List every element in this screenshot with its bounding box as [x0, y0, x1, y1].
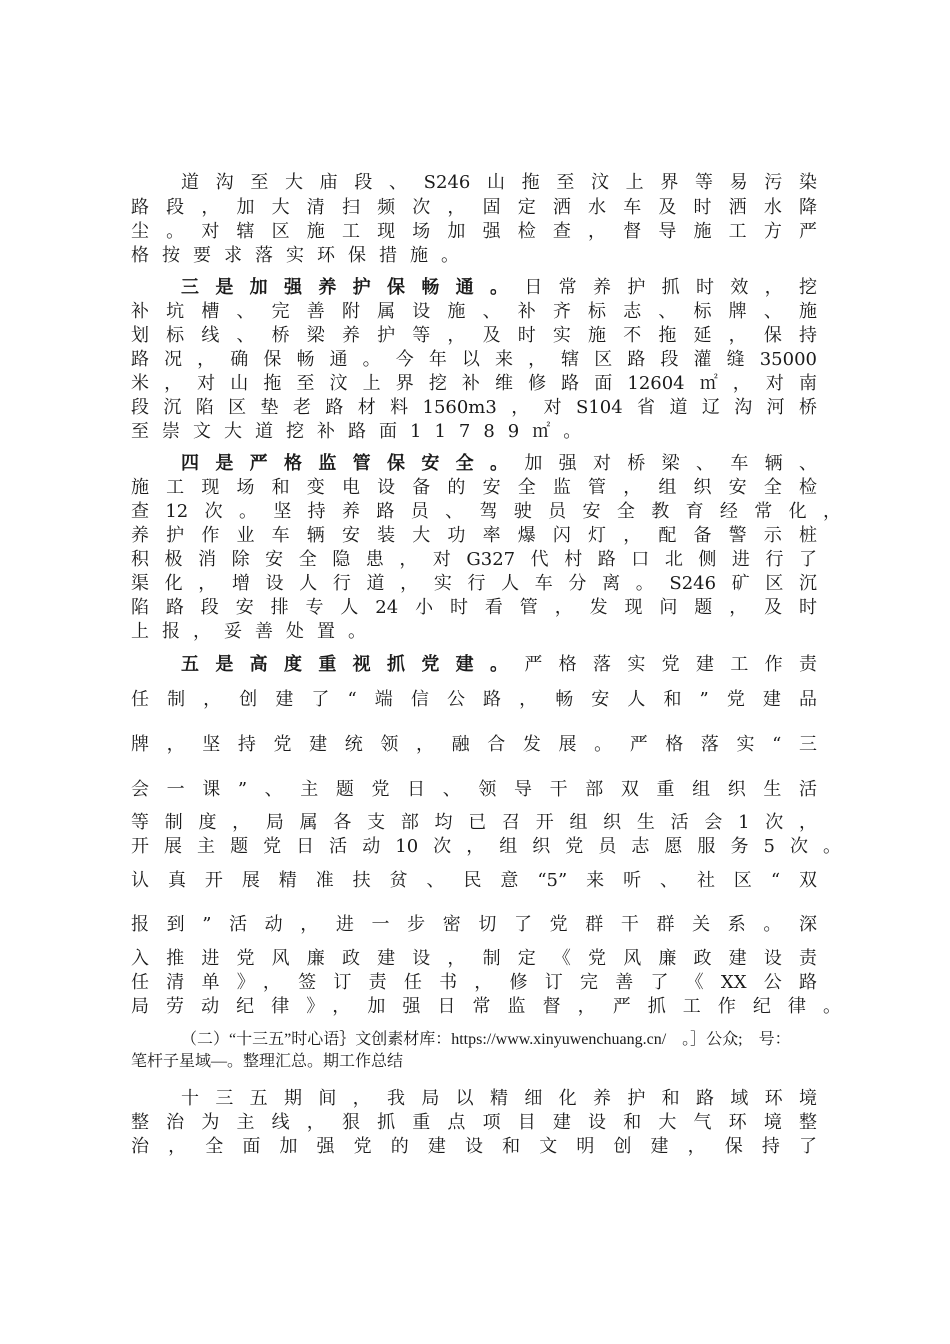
- text-line: 路段，加大清扫频次，固定洒水车及时洒水降: [131, 197, 817, 218]
- paragraph-heading: 三是加强养护保畅通。: [181, 277, 525, 298]
- text-line: 划标线、桥梁养护等，及时实施不拖延，保持: [131, 325, 817, 346]
- text-line: 格按要求落实环保措施。: [131, 245, 472, 266]
- text-line: 上报，妥善处置。: [131, 621, 379, 642]
- text-run: 严格落实党建工作责: [524, 654, 818, 675]
- paragraph-first-line: [181, 452, 817, 476]
- text-line: 查12次。坚持养路员、驾驶员安全教育经常化，: [131, 501, 841, 522]
- text-line: 入推进党风廉政建设，制定《党风廉政建设责: [131, 948, 817, 969]
- text-line: 治，全面加强党的建设和文明创建，保持了: [131, 1136, 817, 1157]
- text-line: 任清单》，签订责任书，修订完善了《XX公路: [131, 972, 817, 993]
- text-line: 积极消除安全隐患，对G327代村路口北侧进行了: [131, 549, 817, 570]
- text-line: 报到”活动，进一步密切了党群干群关系。深: [131, 914, 817, 935]
- text-line: 渠化，增设人行道，实行人车分离。S246矿区沉: [131, 573, 817, 594]
- paragraph-heading: 四是严格监管保安全。: [181, 453, 525, 474]
- text-line: 会一课”、主题党日、领导干部双重组织生活: [131, 779, 817, 800]
- paragraph-first-line: [181, 653, 817, 677]
- text-line: 局劳动纪律》，加强日常监督，严抓工作纪律。: [131, 996, 841, 1017]
- text-line: 尘。对辖区施工现场加强检查，督导施工方严: [131, 221, 817, 242]
- text-line: 养护作业车辆安装大功率爆闪灯，配备警示桩: [131, 525, 817, 546]
- text-line: 任制，创建了“端信公路，畅安人和”党建品: [131, 689, 817, 710]
- text-line: 开展主题党日活动10次，组织党员志愿服务5次。: [131, 836, 841, 857]
- section-heading-continued: 笔杆子星域—。整理汇总。期工作总结: [131, 1053, 404, 1070]
- text-line: 整治为主线，狠抓重点项目建设和大气环境整: [131, 1112, 817, 1133]
- text-line: 至崇文大道挖补路面11789㎡。: [131, 421, 595, 442]
- text-line: 米，对山拖至汶上界挖补维修路面12604㎡，对南: [131, 373, 817, 394]
- text-run: 加强对桥梁、车辆、: [524, 453, 818, 474]
- text-line: 补坑槽、完善附属设施、补齐标志、标牌、施: [131, 301, 817, 322]
- paragraph-first-line: [181, 276, 817, 300]
- text-line: 施工现场和变电设备的安全监管，组织安全检: [131, 477, 817, 498]
- text-line: 段沉陷区垫老路材料1560m3，对S104省道辽沟河桥: [131, 397, 817, 418]
- text-line: 牌，坚持党建统领，融合发展。严格落实“三: [131, 734, 817, 755]
- section-heading: （二）“十三五”时心语｝文创素材库：https://www.xinyuwenchuang.cn/ 。］公众; 号：: [181, 1031, 791, 1048]
- text-line: 十三五期间，我局以精细化养护和路域环境: [181, 1088, 817, 1109]
- text-line: 道沟至大庙段、S246山拖至汶上界等易污染: [181, 172, 817, 193]
- text-line: 路况，确保畅通。今年以来，辖区路段灌缝35000: [131, 349, 817, 370]
- text-line: 陷路段安排专人24小时看管，发现问题，及时: [131, 597, 817, 618]
- paragraph-heading: 五是高度重视抓党建。: [181, 654, 525, 675]
- text-line: 认真开展精准扶贫、民意“5”来听、社区“双: [131, 870, 817, 891]
- text-run: 日常养护抓时效，挖: [524, 277, 818, 298]
- text-line: 等制度，局属各支部均已召开组织生活会1次，: [131, 812, 817, 833]
